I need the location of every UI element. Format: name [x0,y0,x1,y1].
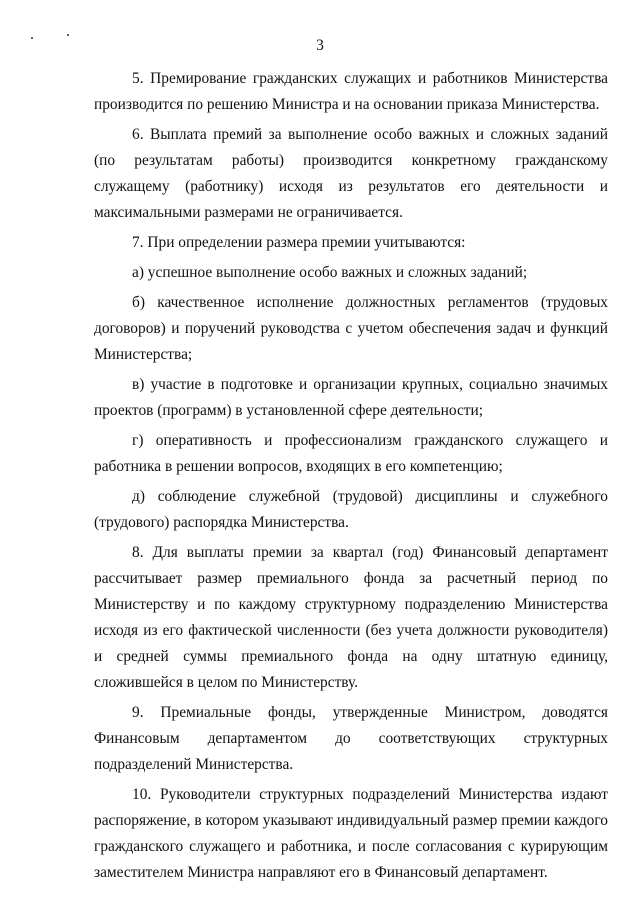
paragraph-7e: д) соблюдение служебной (трудовой) дисциплины и служебного (трудового) распорядка Министерства. [94,488,608,531]
paragraph-7a: а) успешное выполнение особо важных и сложных заданий; [132,264,528,281]
paragraph-8: 8. Для выплаты премии за квартал (год) Финансовый департамент рассчитывает размер премиального фонда за расчетный период по Министерству и по каждому структурному подразделению Министерства исходя из его фактической численности (без учета должности руководителя) и средней суммы премиального фонда на одну штатную единицу, сложившейся в целом по Министерству. [94,544,608,691]
document-body [94,66,608,890]
paragraph-7d: г) оперативность и профессионализм гражданского служащего и работника в решении вопросов, входящих в его компетенцию; [94,432,608,475]
page-number: 3 [316,37,324,54]
scan-speck [67,34,69,36]
paragraph-5: 5. Премирование гражданских служащих и работников Министерства производится по решению Министра и на основании приказа Министерства. [94,70,608,113]
paragraph-6: 6. Выплата премий за выполнение особо важных и сложных заданий (по результатам работы) производится конкретному гражданскому служащему (работнику) исходя из результатов его деятельности и максимальными размерами не ограничивается. [94,126,608,221]
paragraph-7b: б) качественное исполнение должностных регламентов (трудовых договоров) и поручений руководства с учетом обеспечения задач и функций Министерства; [94,294,608,363]
paragraph-9: 9. Премиальные фонды, утвержденные Министром, доводятся Финансовым департаментом до соответствующих структурных подразделений Министерства. [94,704,608,773]
paragraph-7c: в) участие в подготовке и организации крупных, социально значимых проектов (программ) в установленной сфере деятельности; [94,376,608,419]
paragraph-7: 7. При определении размера премии учитываются: [132,234,466,251]
paragraph-10: 10. Руководители структурных подразделений Министерства издают распоряжение, в котором указывают индивидуальный размер премии каждого гражданского служащего и работника, и после согласования с курирующим заместителем Министра направляют его в Финансовый департамент. [94,786,608,881]
